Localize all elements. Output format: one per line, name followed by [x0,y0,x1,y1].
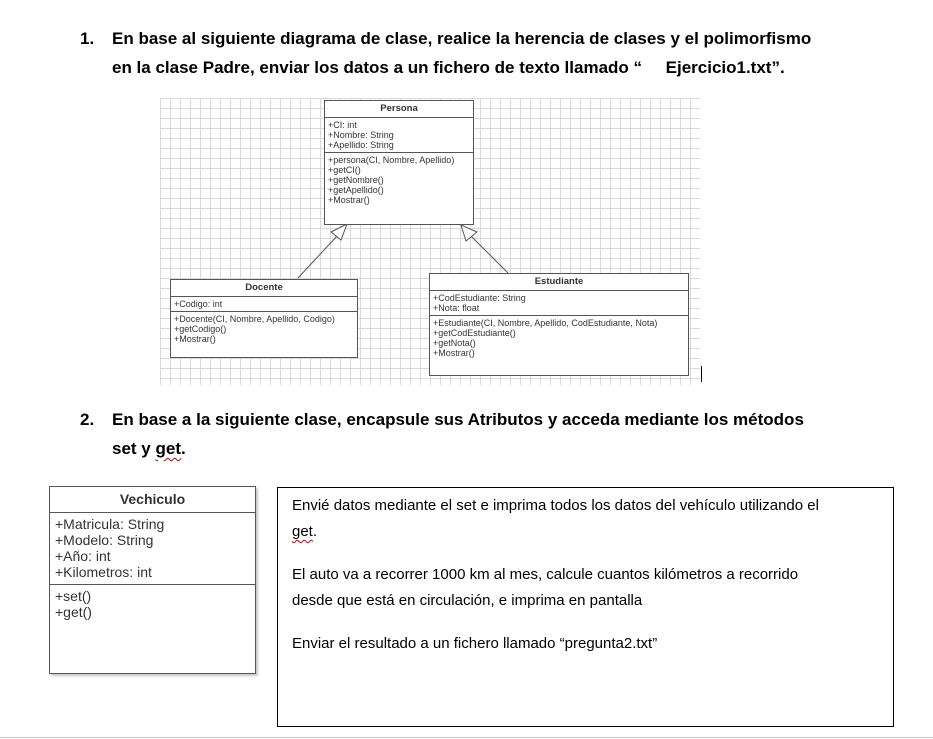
persona-methods [325,153,473,207]
persona-attribute: +CI: int [328,120,357,130]
spellcheck-word: get [292,523,313,540]
question-1-line-1: En base al siguiente diagrama de clase, realice la herencia de clases y el polimorfismo [112,29,812,48]
persona-method: +persona(CI, Nombre, Apellido) [328,155,455,165]
instruction-paragraph-2 [292,562,879,614]
vehiculo-attribute: +Modelo: String [55,532,154,548]
estudiante-attributes [430,291,688,316]
persona-class [324,100,474,225]
persona-method: +Mostrar() [328,195,370,205]
estudiante-class-title: Estudiante [430,274,688,291]
vehiculo-method: +get() [55,604,92,620]
docente-method: +Docente(CI, Nombre, Apellido, Codigo) [174,314,335,324]
persona-attribute: +Apellido: String [328,140,394,150]
docente-class-title: Docente [171,280,357,297]
persona-attribute: +Nombre: String [328,130,394,140]
vehiculo-attribute: +Año: int [55,548,111,564]
estudiante-methods [430,316,688,360]
vehiculo-methods [50,585,255,623]
docente-inheritance-line [298,235,338,278]
spellcheck-word: get [155,439,181,458]
estudiante-inheritance-arrowhead [461,225,477,241]
instruction-paragraph-3 [292,631,879,657]
question-2-line-2 [112,434,186,463]
estudiante-attribute: +CodEstudiante: String [433,293,526,303]
instruction-p1-suffix: . [312,523,318,540]
estudiante-attribute: +Nota: float [433,303,480,313]
instruction-text-box[interactable] [277,487,894,727]
docente-method: +Mostrar() [174,334,216,344]
instruction-p2-line-2: desde que está en circulación, e imprima en pantalla [292,592,643,609]
vehiculo-attribute: +Matricula: String [55,516,165,532]
docente-attributes [171,297,357,312]
question-2-line-2-suffix: . [180,439,186,458]
instruction-p2-line-1: El auto va a recorrer 1000 km al mes, calcule cuantos kilómetros a recorrido [292,566,799,583]
estudiante-method: +Estudiante(CI, Nombre, Apellido, CodEstudiante, Nota) [433,318,658,328]
vehiculo-method: +set() [55,588,92,604]
instruction-p3: Enviar el resultado a un fichero llamado “pregunta2.txt” [292,635,658,652]
question-2-number: 2. [80,410,95,429]
question-2-line-2-prefix: set y [112,439,156,458]
estudiante-class [429,273,689,376]
persona-method: +getNombre() [328,175,384,185]
persona-attributes [325,118,473,153]
question-2-line-1: En base a la siguiente clase, encapsule sus Atributos y acceda mediante los métodos [112,410,804,429]
persona-class-title: Persona [325,101,473,118]
docente-methods [171,312,357,346]
estudiante-method: +Mostrar() [433,348,475,358]
docente-class [170,279,358,358]
estudiante-method: +getNota() [433,338,476,348]
docente-inheritance-arrowhead [331,224,347,240]
vehiculo-attributes [50,513,255,585]
estudiante-inheritance-line [471,236,508,273]
vehiculo-class-title: Vechiculo [50,487,255,513]
docente-attribute: +Codigo: int [174,299,223,309]
page-divider [0,737,933,738]
instruction-p1-line-1: Envié datos mediante el set e imprima todos los datos del vehículo utilizando el [292,497,819,514]
question-1-number: 1. [80,29,95,48]
vehiculo-class [49,486,256,674]
estudiante-method: +getCodEstudiante() [433,328,516,338]
docente-method: +getCodigo() [174,324,227,334]
persona-method: +getApellido() [328,185,384,195]
vehiculo-attribute: +Kilometros: int [55,564,152,580]
class-diagram [160,98,700,385]
persona-method: +getCI() [328,165,361,175]
instruction-paragraph-1 [292,493,879,545]
text-cursor [701,366,702,382]
question-1-line-2: en la clase Padre, enviar los datos a un fichero de texto llamado “ Ejercicio1.txt”. [112,58,785,77]
